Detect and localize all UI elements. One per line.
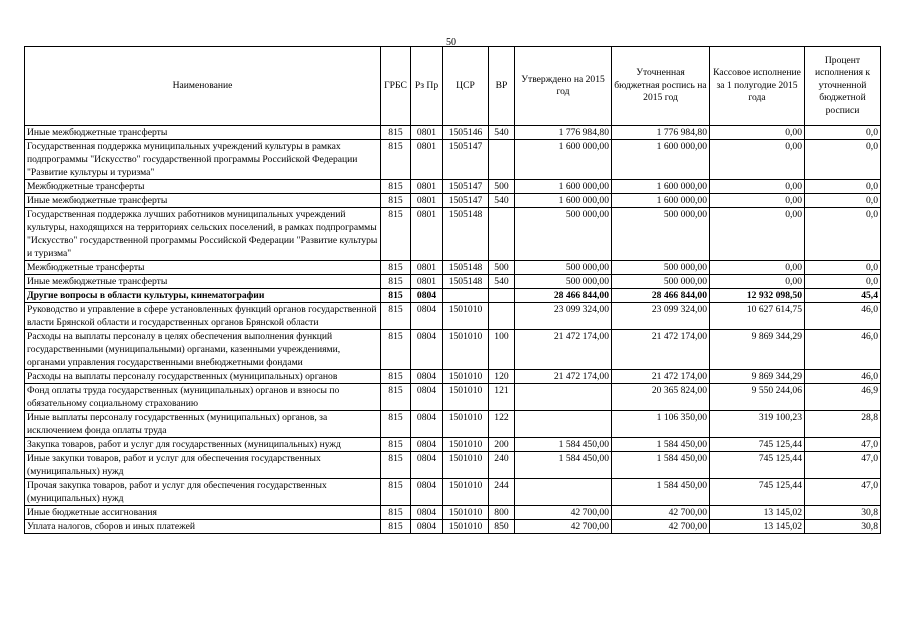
cell-percent: 0,0 xyxy=(805,180,881,194)
cell-percent: 30,8 xyxy=(805,506,881,520)
cell-approved: 28 466 844,00 xyxy=(515,289,612,303)
cell-vr: 800 xyxy=(489,506,515,520)
cell-approved: 1 776 984,80 xyxy=(515,126,612,140)
cell-csr: 1505146 xyxy=(443,126,489,140)
cell-rz-pr: 0804 xyxy=(411,506,443,520)
cell-name: Руководство и управление в сфере установленных функций органов государственной власти Брянской области и государственных органов Брянской области xyxy=(25,303,381,330)
cell-grbs: 815 xyxy=(381,261,411,275)
cell-cash: 0,00 xyxy=(710,126,805,140)
cell-percent: 47,0 xyxy=(805,438,881,452)
cell-vr: 500 xyxy=(489,261,515,275)
cell-csr: 1501010 xyxy=(443,506,489,520)
header-vr: ВР xyxy=(489,47,515,126)
cell-csr xyxy=(443,289,489,303)
cell-cash: 13 145,02 xyxy=(710,506,805,520)
cell-rz-pr: 0801 xyxy=(411,126,443,140)
table-row xyxy=(25,275,881,289)
cell-refined: 1 600 000,00 xyxy=(612,140,710,180)
cell-percent: 28,8 xyxy=(805,411,881,438)
cell-grbs: 815 xyxy=(381,520,411,534)
cell-refined: 21 472 174,00 xyxy=(612,330,710,370)
cell-percent: 46,0 xyxy=(805,330,881,370)
cell-cash: 0,00 xyxy=(710,180,805,194)
cell-percent: 0,0 xyxy=(805,126,881,140)
cell-csr: 1505148 xyxy=(443,208,489,261)
cell-grbs: 815 xyxy=(381,126,411,140)
cell-cash: 13 145,02 xyxy=(710,520,805,534)
table-row xyxy=(25,261,881,275)
cell-rz-pr: 0804 xyxy=(411,384,443,411)
header-grbs: ГРБС xyxy=(381,47,411,126)
cell-grbs: 815 xyxy=(381,330,411,370)
table-body xyxy=(25,126,881,534)
cell-vr: 120 xyxy=(489,370,515,384)
cell-approved: 1 584 450,00 xyxy=(515,438,612,452)
cell-percent: 30,8 xyxy=(805,520,881,534)
cell-rz-pr: 0804 xyxy=(411,289,443,303)
cell-rz-pr: 0801 xyxy=(411,180,443,194)
cell-approved: 1 600 000,00 xyxy=(515,180,612,194)
table-row xyxy=(25,180,881,194)
cell-refined: 1 600 000,00 xyxy=(612,180,710,194)
cell-csr: 1501010 xyxy=(443,370,489,384)
cell-approved: 500 000,00 xyxy=(515,261,612,275)
cell-csr: 1501010 xyxy=(443,411,489,438)
cell-rz-pr: 0801 xyxy=(411,261,443,275)
cell-name: Расходы на выплаты персоналу в целях обеспечения выполнения функций государственными (муниципальными) органами, казенными учреждениями, органами управления государственными внебюджетными фондами xyxy=(25,330,381,370)
cell-name: Межбюджетные трансферты xyxy=(25,180,381,194)
cell-percent: 0,0 xyxy=(805,275,881,289)
cell-approved: 21 472 174,00 xyxy=(515,330,612,370)
cell-cash: 0,00 xyxy=(710,261,805,275)
header-percent: Процент исполнения к уточненной бюджетной росписи xyxy=(805,47,881,126)
cell-cash: 0,00 xyxy=(710,194,805,208)
cell-name: Другие вопросы в области культуры, кинематографии xyxy=(25,289,381,303)
cell-refined: 20 365 824,00 xyxy=(612,384,710,411)
cell-grbs: 815 xyxy=(381,140,411,180)
cell-rz-pr: 0804 xyxy=(411,452,443,479)
cell-approved: 1 600 000,00 xyxy=(515,194,612,208)
header-rz-pr: Рз Пр xyxy=(411,47,443,126)
cell-approved xyxy=(515,411,612,438)
cell-percent: 0,0 xyxy=(805,140,881,180)
cell-name: Государственная поддержка муниципальных учреждений культуры в рамках подпрограммы "Искусство" государственной программы Российской Федерации "Развитие культуры и туризма" xyxy=(25,140,381,180)
cell-rz-pr: 0804 xyxy=(411,520,443,534)
cell-refined: 42 700,00 xyxy=(612,506,710,520)
table-row xyxy=(25,384,881,411)
cell-rz-pr: 0804 xyxy=(411,479,443,506)
cell-percent: 0,0 xyxy=(805,261,881,275)
cell-cash: 9 869 344,29 xyxy=(710,330,805,370)
cell-cash: 10 627 614,75 xyxy=(710,303,805,330)
cell-cash: 12 932 098,50 xyxy=(710,289,805,303)
cell-csr: 1501010 xyxy=(443,452,489,479)
cell-name: Иные межбюджетные трансферты xyxy=(25,275,381,289)
cell-vr: 850 xyxy=(489,520,515,534)
cell-name: Межбюджетные трансферты xyxy=(25,261,381,275)
cell-approved: 500 000,00 xyxy=(515,275,612,289)
cell-grbs: 815 xyxy=(381,289,411,303)
cell-rz-pr: 0801 xyxy=(411,208,443,261)
cell-refined: 500 000,00 xyxy=(612,275,710,289)
cell-grbs: 815 xyxy=(381,452,411,479)
cell-rz-pr: 0804 xyxy=(411,330,443,370)
table-row xyxy=(25,303,881,330)
cell-vr xyxy=(489,140,515,180)
table-row xyxy=(25,208,881,261)
cell-name: Фонд оплаты труда государственных (муниципальных) органов и взносы по обязательному социальному страхованию xyxy=(25,384,381,411)
cell-percent: 0,0 xyxy=(805,208,881,261)
table-row xyxy=(25,411,881,438)
cell-grbs: 815 xyxy=(381,370,411,384)
cell-vr xyxy=(489,289,515,303)
cell-vr xyxy=(489,303,515,330)
cell-csr: 1505147 xyxy=(443,180,489,194)
cell-name: Иные межбюджетные трансферты xyxy=(25,194,381,208)
cell-cash: 0,00 xyxy=(710,275,805,289)
cell-name: Государственная поддержка лучших работников муниципальных учреждений культуры, находящихся на территориях сельских поселений, в рамках подпрограммы "Искусство" государственной программы Российской Федерации "Развитие культуры и туризма" xyxy=(25,208,381,261)
cell-rz-pr: 0804 xyxy=(411,438,443,452)
cell-vr xyxy=(489,208,515,261)
table-row xyxy=(25,520,881,534)
cell-vr: 500 xyxy=(489,180,515,194)
cell-refined: 21 472 174,00 xyxy=(612,370,710,384)
header-refined: Уточненная бюджетная роспись на 2015 год xyxy=(612,47,710,126)
budget-table xyxy=(24,46,881,534)
cell-refined: 1 584 450,00 xyxy=(612,479,710,506)
cell-name: Прочая закупка товаров, работ и услуг для обеспечения государственных (муниципальных) нужд xyxy=(25,479,381,506)
header-cash: Кассовое исполнение за 1 полугодие 2015 года xyxy=(710,47,805,126)
cell-vr: 540 xyxy=(489,275,515,289)
cell-name: Иные выплаты персоналу государственных (муниципальных) органов, за исключением фонда оплаты труда xyxy=(25,411,381,438)
cell-vr: 121 xyxy=(489,384,515,411)
cell-csr: 1505148 xyxy=(443,275,489,289)
cell-grbs: 815 xyxy=(381,303,411,330)
cell-cash: 745 125,44 xyxy=(710,452,805,479)
cell-percent: 46,0 xyxy=(805,370,881,384)
cell-rz-pr: 0801 xyxy=(411,275,443,289)
table-row xyxy=(25,438,881,452)
cell-grbs: 815 xyxy=(381,275,411,289)
cell-refined: 23 099 324,00 xyxy=(612,303,710,330)
cell-csr: 1501010 xyxy=(443,479,489,506)
cell-grbs: 815 xyxy=(381,438,411,452)
cell-csr: 1501010 xyxy=(443,384,489,411)
header-name: Наименование xyxy=(25,47,381,126)
cell-grbs: 815 xyxy=(381,506,411,520)
cell-csr: 1501010 xyxy=(443,520,489,534)
cell-percent: 45,4 xyxy=(805,289,881,303)
cell-refined: 1 106 350,00 xyxy=(612,411,710,438)
cell-vr: 200 xyxy=(489,438,515,452)
cell-cash: 319 100,23 xyxy=(710,411,805,438)
cell-percent: 46,0 xyxy=(805,303,881,330)
page-number: 50 xyxy=(446,37,456,48)
cell-approved xyxy=(515,479,612,506)
cell-cash: 745 125,44 xyxy=(710,438,805,452)
cell-cash: 0,00 xyxy=(710,208,805,261)
cell-rz-pr: 0804 xyxy=(411,303,443,330)
table-row xyxy=(25,194,881,208)
cell-percent: 47,0 xyxy=(805,452,881,479)
table-row xyxy=(25,506,881,520)
cell-approved: 500 000,00 xyxy=(515,208,612,261)
cell-refined: 1 600 000,00 xyxy=(612,194,710,208)
cell-rz-pr: 0801 xyxy=(411,194,443,208)
cell-grbs: 815 xyxy=(381,384,411,411)
cell-name: Иные межбюджетные трансферты xyxy=(25,126,381,140)
cell-vr: 122 xyxy=(489,411,515,438)
cell-approved: 1 584 450,00 xyxy=(515,452,612,479)
cell-approved xyxy=(515,384,612,411)
cell-cash: 9 869 344,29 xyxy=(710,370,805,384)
cell-refined: 1 776 984,80 xyxy=(612,126,710,140)
cell-rz-pr: 0804 xyxy=(411,411,443,438)
cell-refined: 500 000,00 xyxy=(612,261,710,275)
cell-refined: 28 466 844,00 xyxy=(612,289,710,303)
cell-approved: 42 700,00 xyxy=(515,520,612,534)
cell-vr: 100 xyxy=(489,330,515,370)
cell-approved: 21 472 174,00 xyxy=(515,370,612,384)
table-row xyxy=(25,479,881,506)
cell-refined: 42 700,00 xyxy=(612,520,710,534)
header-csr: ЦСР xyxy=(443,47,489,126)
cell-vr: 540 xyxy=(489,126,515,140)
cell-cash: 745 125,44 xyxy=(710,479,805,506)
cell-csr: 1501010 xyxy=(443,438,489,452)
cell-name: Уплата налогов, сборов и иных платежей xyxy=(25,520,381,534)
cell-refined: 1 584 450,00 xyxy=(612,438,710,452)
cell-name: Иные бюджетные ассигнования xyxy=(25,506,381,520)
cell-grbs: 815 xyxy=(381,194,411,208)
cell-csr: 1505147 xyxy=(443,140,489,180)
cell-approved: 1 600 000,00 xyxy=(515,140,612,180)
cell-name: Закупка товаров, работ и услуг для государственных (муниципальных) нужд xyxy=(25,438,381,452)
cell-approved: 23 099 324,00 xyxy=(515,303,612,330)
cell-csr: 1501010 xyxy=(443,330,489,370)
cell-vr: 540 xyxy=(489,194,515,208)
cell-csr: 1505148 xyxy=(443,261,489,275)
cell-vr: 240 xyxy=(489,452,515,479)
table-row xyxy=(25,330,881,370)
cell-grbs: 815 xyxy=(381,479,411,506)
cell-name: Расходы на выплаты персоналу государственных (муниципальных) органов xyxy=(25,370,381,384)
table-row xyxy=(25,126,881,140)
table-row xyxy=(25,140,881,180)
table-row xyxy=(25,370,881,384)
cell-refined: 500 000,00 xyxy=(612,208,710,261)
cell-percent: 0,0 xyxy=(805,194,881,208)
cell-grbs: 815 xyxy=(381,180,411,194)
table-header-row xyxy=(25,47,881,126)
cell-csr: 1501010 xyxy=(443,303,489,330)
table-row xyxy=(25,289,881,303)
header-approved: Утверждено на 2015 год xyxy=(515,47,612,126)
table-row xyxy=(25,452,881,479)
cell-percent: 47,0 xyxy=(805,479,881,506)
cell-percent: 46,9 xyxy=(805,384,881,411)
cell-cash: 9 550 244,06 xyxy=(710,384,805,411)
cell-rz-pr: 0804 xyxy=(411,370,443,384)
cell-grbs: 815 xyxy=(381,208,411,261)
cell-grbs: 815 xyxy=(381,411,411,438)
cell-refined: 1 584 450,00 xyxy=(612,452,710,479)
cell-name: Иные закупки товаров, работ и услуг для обеспечения государственных (муниципальных) нужд xyxy=(25,452,381,479)
cell-csr: 1505147 xyxy=(443,194,489,208)
cell-vr: 244 xyxy=(489,479,515,506)
cell-rz-pr: 0801 xyxy=(411,140,443,180)
cell-cash: 0,00 xyxy=(710,140,805,180)
cell-approved: 42 700,00 xyxy=(515,506,612,520)
